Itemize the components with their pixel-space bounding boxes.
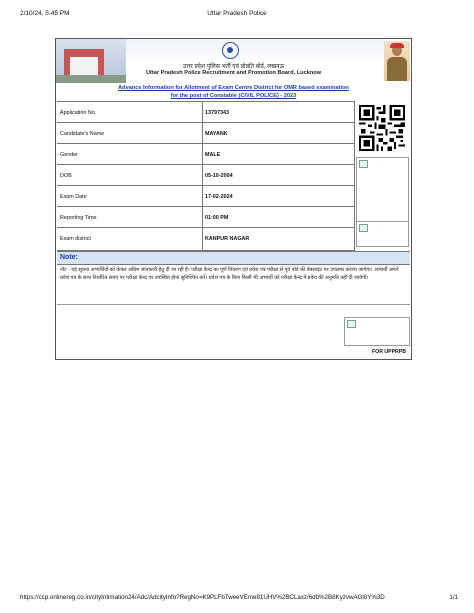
- detail-row-gender: [57, 143, 354, 166]
- print-title: Uttar Pradesh Police: [207, 10, 267, 17]
- banner-background: [126, 39, 384, 83]
- broken-image-icon: [347, 320, 356, 328]
- advance-information-title: [116, 84, 351, 100]
- detail-value: MALE: [205, 152, 221, 158]
- advance-title-line2: for the post of Constable (CIVIL POLICE) - 2023: [170, 93, 297, 99]
- detail-label: Reporting Time: [60, 215, 97, 221]
- detail-row-name: [57, 122, 354, 145]
- advance-title-line1: Advance Information for Allotment of Exam Centre District for OMR based examination: [118, 85, 349, 91]
- broken-image-signature: [356, 221, 409, 247]
- broken-image-stamp: [344, 317, 410, 346]
- detail-label: Gender: [60, 152, 78, 158]
- detail-value: KANPUR NAGAR: [205, 236, 250, 242]
- banner: [56, 39, 411, 83]
- print-header: [0, 0, 474, 22]
- detail-row-exam-district: [57, 227, 354, 250]
- note-text: नोट - यह सूचना अभ्यर्थियों को केवल अग्रिम जानकारी हेतु दी जा रही है। परीक्षा केन्द्र का पूर्ण विवरण एवं प्रवेश पत्र परीक्षा से पूर्व बोर्ड की वेबसाइट पर उपलब्ध कराया जायेगा। अभ्यर्थी अपने प्रवेश पत्र के साथ निर्धारित समय पर परीक्षा केन्द्र पर उपस्थित होना सुनिश्चित करें। प्रवेश पत्र के बिना किसी भी अभ्यर्थी को परीक्षा केन्द्र में प्रवेश की अनुमति नहीं दी जायेगी।: [60, 267, 399, 282]
- board-emblem-icon: [222, 42, 239, 59]
- detail-row-reporting-time: [57, 206, 354, 229]
- detail-value: 05-10-2004: [205, 173, 233, 179]
- detail-value: MAYANK: [205, 131, 228, 137]
- broken-image-icon: [359, 224, 368, 232]
- detail-value: 17-02-2024: [205, 194, 233, 200]
- board-english-title: Uttar Pradesh Police Recruitment and Promotion Board, Lucknow: [146, 70, 321, 76]
- detail-label: Exam district: [60, 236, 91, 242]
- detail-label: DOB: [60, 173, 72, 179]
- for-upprpb-label: FOR UPPRPB: [371, 349, 406, 355]
- detail-value: 13797343: [205, 110, 229, 116]
- qr-code: [359, 105, 405, 151]
- detail-row-exam-date: [57, 185, 354, 208]
- detail-label: Candidate's Name: [60, 131, 105, 137]
- detail-row-dob: [57, 164, 354, 187]
- detail-label: Exam Date: [60, 194, 87, 200]
- broken-image-icon: [359, 160, 368, 168]
- building-image: [56, 39, 126, 83]
- information-sheet: [55, 38, 412, 360]
- detail-value: 01:00 PM: [205, 215, 229, 221]
- print-footer: [0, 592, 474, 606]
- print-datetime: 2/10/24, 5:45 PM: [20, 10, 70, 17]
- officer-photo: [384, 41, 410, 81]
- print-url: https://ccp.onlinereg.co.in/cityIntimation24/Adc/AdcityInfo?RegNo=K9PLFbTweeVEme81UHV%2BCLaxz/6db%2B8KyzvwAGl0Y%3D: [20, 594, 385, 601]
- board-hindi-title: उत्तर प्रदेश पुलिस भर्ती एवं प्रोन्नति बोर्ड, लखनऊ: [182, 64, 285, 70]
- note-label: Note:: [60, 254, 78, 261]
- detail-row-application: [57, 101, 354, 124]
- print-page-number: 1/1: [449, 594, 458, 601]
- detail-label: Application No.: [60, 110, 97, 116]
- note-bar: [57, 251, 410, 265]
